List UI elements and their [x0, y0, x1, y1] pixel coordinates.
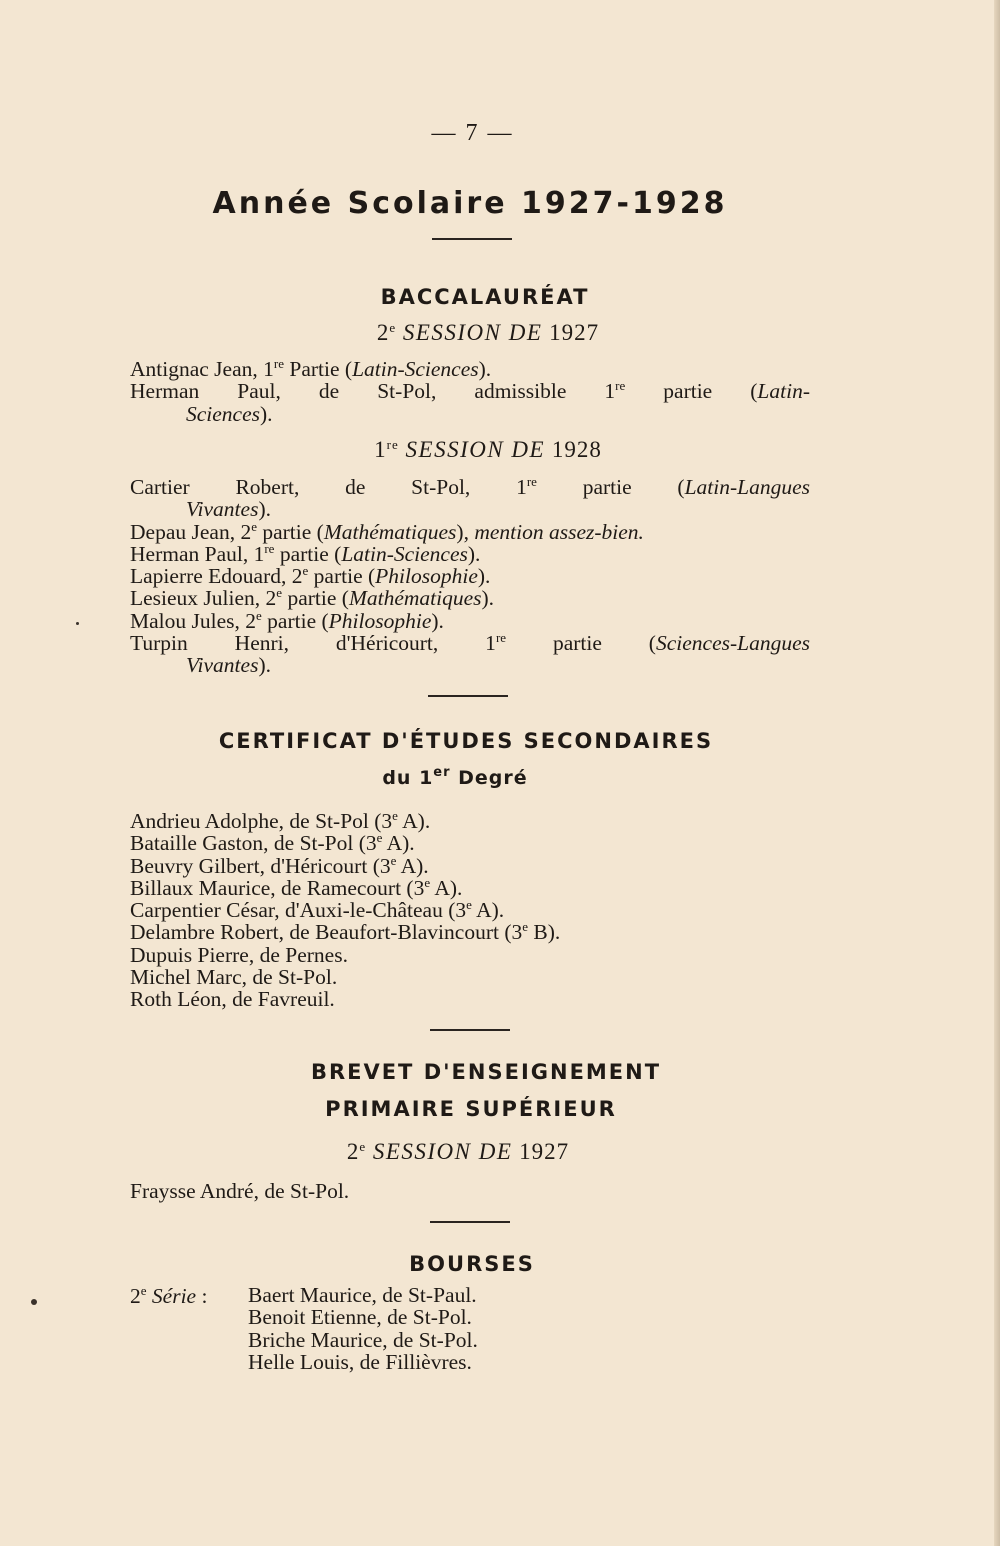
list-item: Billaux Maurice, de Ramecourt (3e A). [130, 874, 463, 900]
list-item: Benoit Etienne, de St-Pol. [248, 1305, 472, 1330]
list-item: Beuvry Gilbert, d'Héricourt (3e A). [130, 852, 429, 878]
list-item-continuation: Vivantes). [186, 497, 271, 522]
list-item: Briche Maurice, de St-Pol. [248, 1327, 478, 1352]
list-item: Lesieux Julien, 2e partie (Mathématiques). [130, 585, 495, 611]
divider [430, 1221, 510, 1223]
list-item-continuation: Sciences). [186, 401, 273, 426]
baccalaureat-heading: BACCALAURÉAT [380, 285, 590, 309]
list-item: Bataille Gaston, de St-Pol (3e A). [130, 830, 415, 856]
list-item: Andrieu Adolphe, de St-Pol (3e A). [130, 808, 431, 833]
bacc-list-1928 [130, 476, 810, 677]
print-speck [76, 622, 79, 625]
page-number: — 7 — [431, 120, 514, 146]
list-item: Herman Paul, de St-Pol, admissible 1re partie (Latin- [130, 378, 810, 404]
list-item-continuation: Vivantes). [186, 653, 271, 678]
certificat-heading: CERTIFICAT D'ÉTUDES SECONDAIRES [218, 729, 714, 753]
print-speck [31, 1299, 37, 1305]
session-heading-1927: 2e SESSION DE 1927 [376, 320, 600, 345]
bourses-list [248, 1284, 478, 1373]
list-item: Michel Marc, de St-Pol. [130, 965, 338, 990]
list-item: Herman Paul, 1re partie (Latin-Sciences). [130, 540, 481, 566]
divider [428, 695, 508, 697]
list-item: Depau Jean, 2e partie (Mathématiques), mention assez-bien. [130, 518, 644, 544]
brevet-heading-line2: PRIMAIRE SUPÉRIEUR [325, 1097, 617, 1121]
bacc-list-1927 [130, 358, 810, 425]
session-heading-brevet-1927: 2e SESSION DE 1927 [346, 1139, 570, 1164]
list-item: Helle Louis, de Fillièvres. [248, 1349, 472, 1374]
list-item: Antignac Jean, 1re Partie (Latin-Sciences). [130, 356, 492, 381]
brevet-list [130, 1180, 810, 1202]
list-item: Dupuis Pierre, de Pernes. [130, 942, 348, 967]
list-item: Baert Maurice, de St-Paul. [248, 1283, 477, 1307]
session-heading-1928: 1re SESSION DE 1928 [374, 437, 602, 462]
bourses-heading: BOURSES [409, 1252, 535, 1276]
list-item: Fraysse André, de St-Pol. [130, 1179, 350, 1203]
brevet-heading: BREVET D'ENSEIGNEMENT [310, 1060, 662, 1084]
list-item: Lapierre Edouard, 2e partie (Philosophie). [130, 563, 491, 589]
list-item: Roth Léon, de Favreuil. [130, 987, 335, 1012]
list-item: Malou Jules, 2e partie (Philosophie). [130, 607, 444, 633]
bourses-serie-label: 2e Série : [130, 1283, 208, 1308]
list-item: Carpentier César, d'Auxi-le-Château (3e A). [130, 897, 505, 923]
certificat-list [130, 810, 810, 1011]
list-item: Delambre Robert, de Beaufort-Blavincourt (3e B). [130, 919, 561, 945]
list-item: Turpin Henri, d'Héricourt, 1re partie (Sciences-Langues [130, 630, 811, 656]
list-item: Cartier Robert, de St-Pol, 1re partie (Latin-Langues [130, 474, 810, 499]
certificat-subheading: du 1er Degré [382, 765, 528, 789]
divider [430, 1029, 510, 1031]
page-title: Année Scolaire 1927-1928 [212, 186, 728, 221]
divider [432, 238, 512, 240]
page-edge [994, 0, 1000, 1546]
